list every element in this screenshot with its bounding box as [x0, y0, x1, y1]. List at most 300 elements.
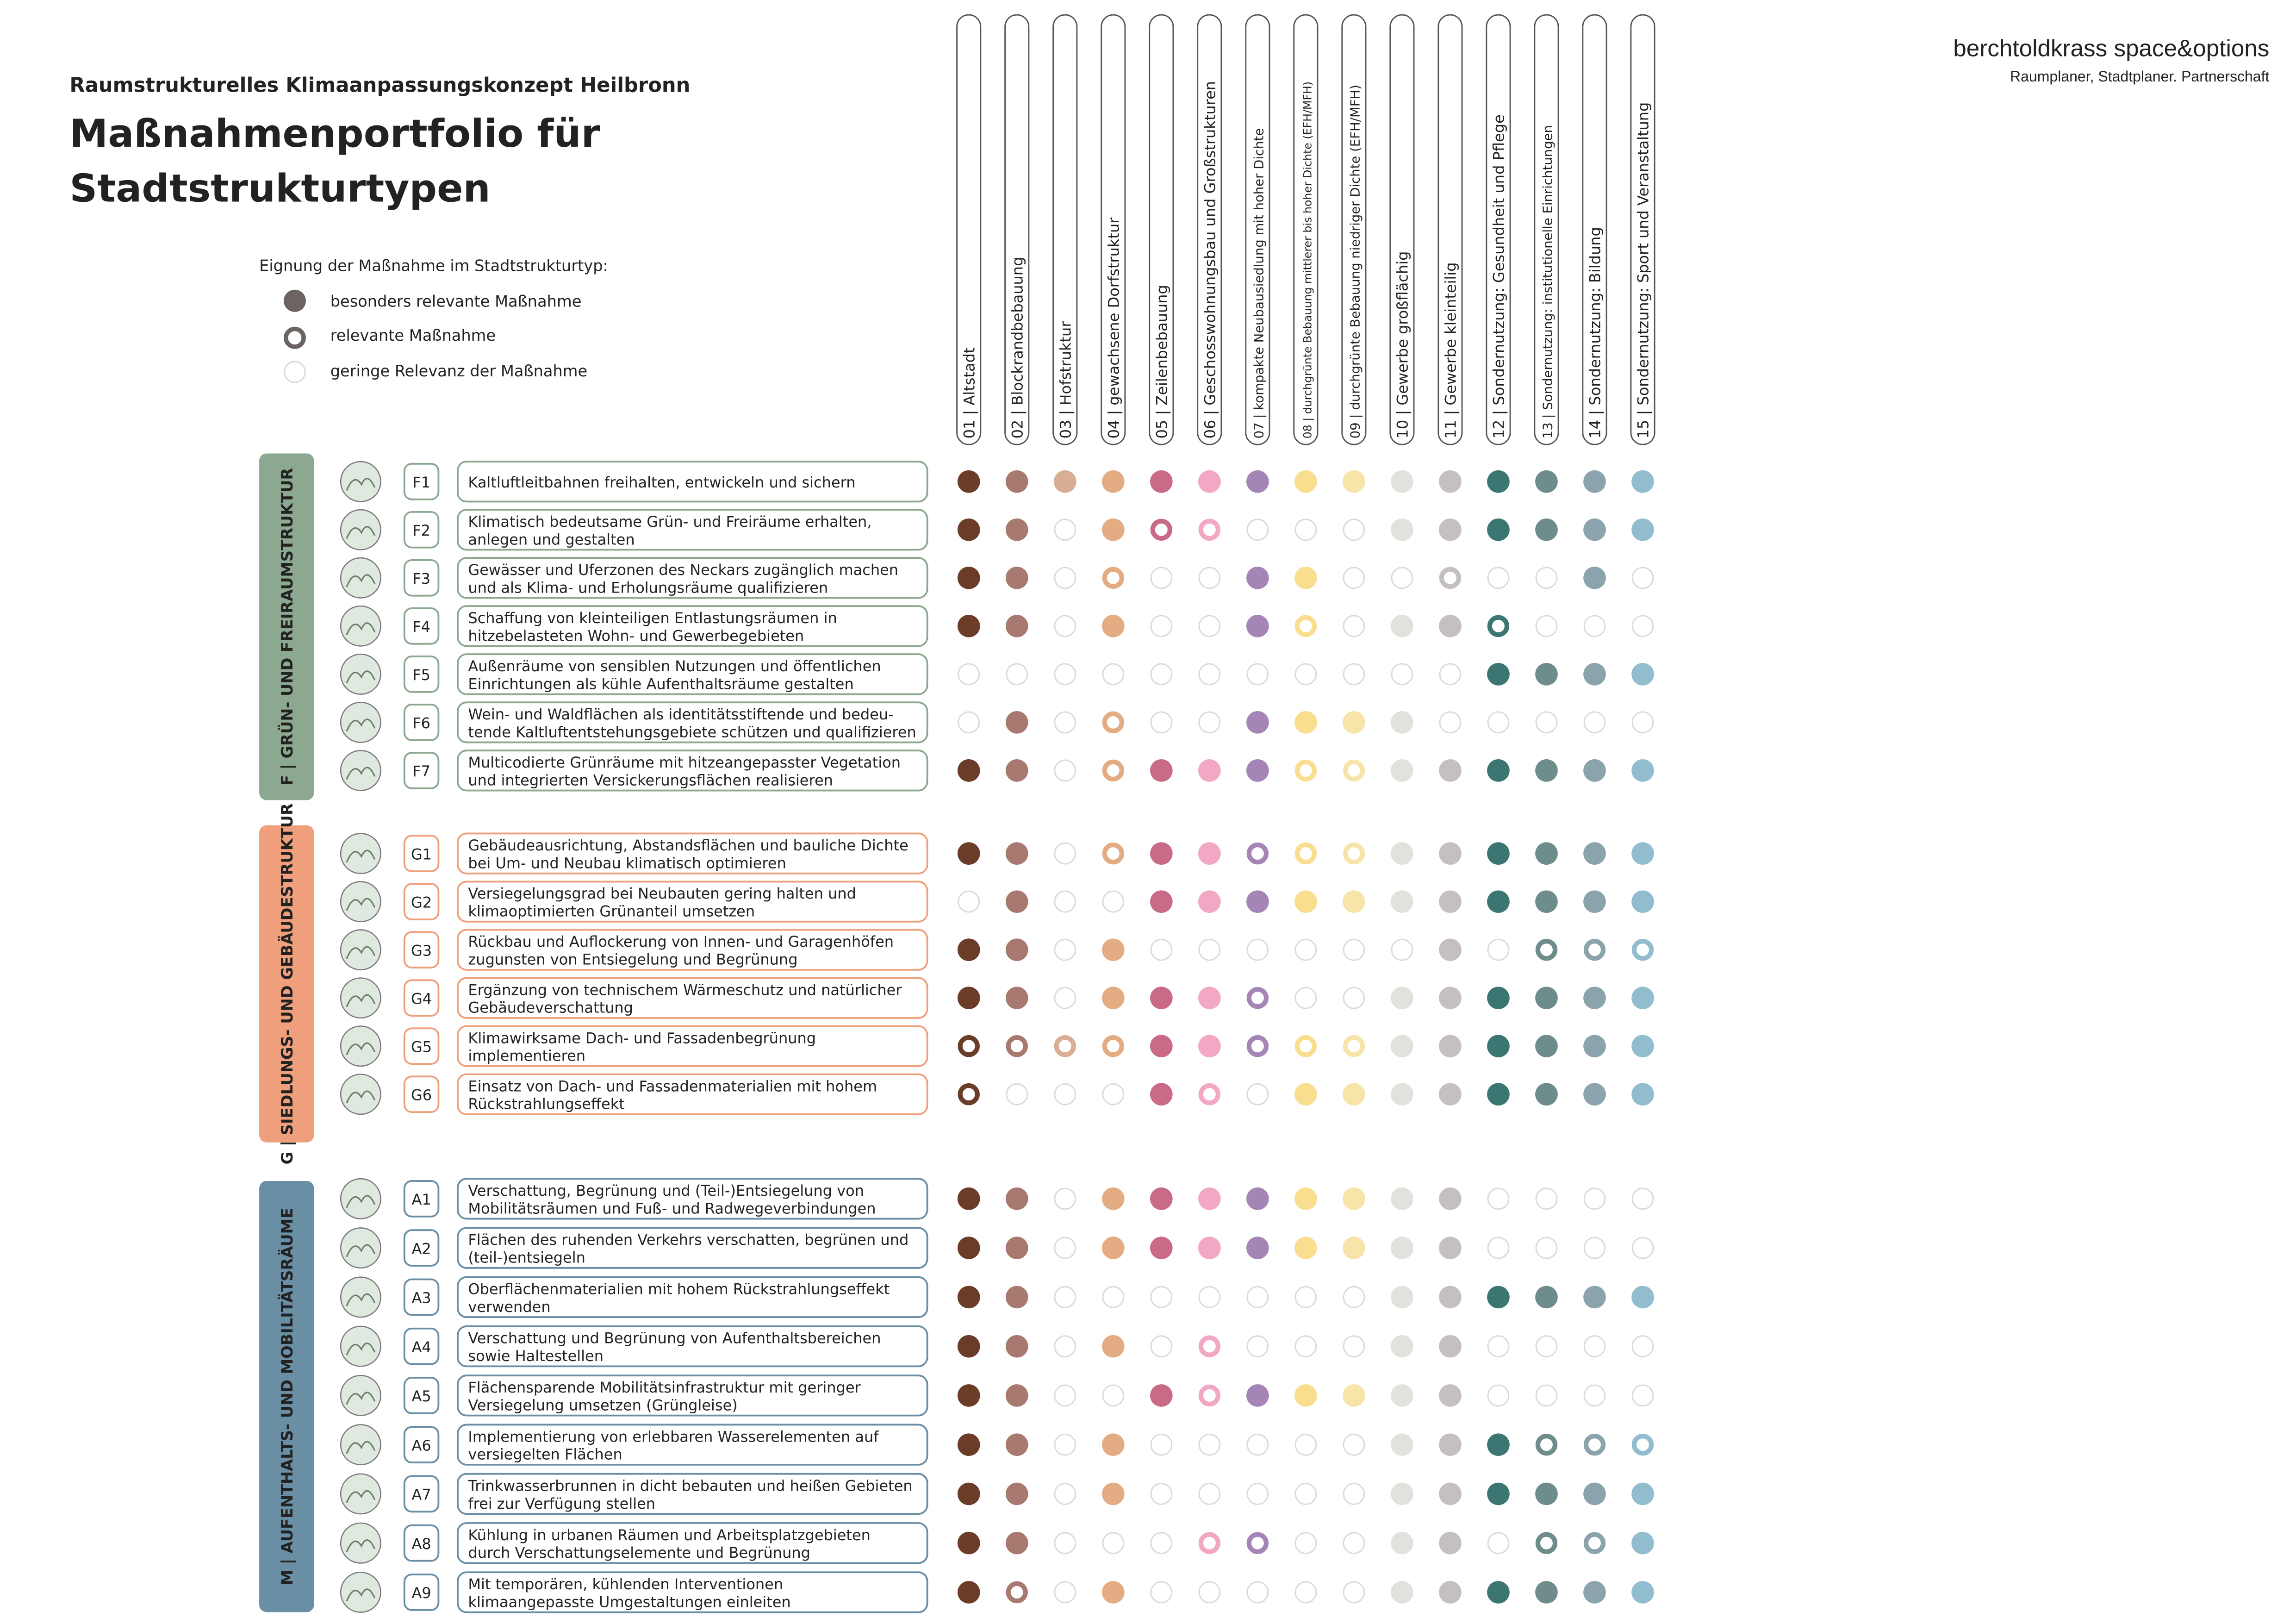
relevance-dot-low	[1632, 616, 1653, 637]
measure-illustration-icon	[341, 930, 380, 969]
relevance-dot-low	[1584, 1385, 1605, 1406]
measure-code: F4	[412, 618, 430, 636]
relevance-dot-high	[1343, 1083, 1365, 1106]
relevance-dot-high	[1102, 1187, 1125, 1210]
measure-description-line1: Ergänzung von technischem Wärmeschutz und natürlicher	[468, 981, 902, 999]
relevance-dot-medium	[1345, 845, 1363, 862]
relevance-dot-low	[1488, 1188, 1509, 1209]
relevance-dot-high	[1246, 1384, 1269, 1407]
relevance-dot-low	[1199, 1434, 1220, 1455]
relevance-dot-high	[1246, 1237, 1269, 1259]
relevance-dot-medium	[1297, 762, 1314, 779]
relevance-dot-low	[1344, 616, 1364, 637]
measure-description-line1: Trinkwasserbrunnen in dicht bebauten und heißen Gebieten	[468, 1477, 913, 1495]
measure-description-line2: klimaoptimierten Grünanteil umsetzen	[468, 902, 755, 920]
measure-row	[341, 1572, 1654, 1612]
relevance-dot-low	[1055, 1237, 1076, 1258]
relevance-dot-high	[1102, 1483, 1125, 1505]
relevance-dot-high	[1006, 1187, 1028, 1210]
measure-illustration-icon	[341, 750, 380, 790]
relevance-dot-low	[1344, 1336, 1364, 1357]
relevance-dot-high	[1583, 1581, 1606, 1604]
measure-illustration-icon	[341, 702, 380, 742]
relevance-dot-high	[1343, 1187, 1365, 1210]
relevance-dot-high	[1102, 470, 1125, 493]
measure-description-line2: versiegelten Flächen	[468, 1445, 622, 1463]
measure-code: A6	[411, 1437, 431, 1455]
relevance-dot-low	[1055, 1287, 1076, 1307]
relevance-dot-high	[1246, 470, 1269, 493]
measure-description-line2: Versiegelung umsetzen (Grüngleise)	[468, 1396, 738, 1414]
relevance-dot-high	[958, 759, 980, 782]
relevance-dot-high	[1439, 615, 1462, 637]
relevance-dot-high	[1583, 1286, 1606, 1309]
relevance-dot-high	[1150, 1237, 1173, 1259]
relevance-dot-low	[1199, 664, 1220, 685]
relevance-dot-low	[958, 664, 979, 685]
relevance-dot-high	[1150, 759, 1173, 782]
measure-code: G5	[411, 1038, 432, 1056]
group-label: M | AUFENTHALTS- UND MOBILITÄTSRÄUME	[278, 1208, 297, 1586]
measure-code: G4	[411, 990, 432, 1008]
measure-code: F2	[412, 522, 430, 540]
relevance-dot-low	[1488, 568, 1509, 588]
relevance-dot-medium	[1057, 1037, 1074, 1055]
measure-description-line1: Kühlung in urbanen Räumen und Arbeitsplatzgebieten	[468, 1526, 871, 1544]
measure-description-line1: Einsatz von Dach- und Fassadenmaterialien mit hohem	[468, 1077, 877, 1095]
relevance-dot-high	[1150, 1083, 1173, 1106]
measure-description-line2: bei Um- und Neubau klimatisch optimieren	[468, 854, 786, 872]
relevance-dot-high	[1391, 470, 1413, 493]
relevance-dot-high	[1006, 759, 1028, 782]
relevance-dot-low	[1295, 519, 1316, 540]
relevance-dot-low	[1055, 1385, 1076, 1406]
measure-description-line2: Gebäudeverschattung	[468, 999, 633, 1017]
relevance-dot-high	[1631, 1581, 1654, 1604]
relevance-dot-high	[1439, 1532, 1462, 1555]
relevance-dot-low	[1055, 843, 1076, 864]
relevance-dot-low	[1007, 1084, 1027, 1105]
relevance-dot-high	[1391, 615, 1413, 637]
measure-description-line1: Verschattung, Begrünung und (Teil-)Entsiegelung von	[468, 1181, 865, 1199]
relevance-dot-high	[1294, 1083, 1317, 1106]
relevance-dot-low	[1199, 1582, 1220, 1603]
relevance-dot-high	[1535, 1483, 1558, 1505]
relevance-dot-high	[1631, 842, 1654, 865]
relevance-dot-low	[1103, 1287, 1124, 1307]
relevance-dot-high	[1439, 518, 1462, 541]
relevance-dot-high	[1006, 615, 1028, 637]
measure-row	[341, 833, 1654, 873]
measure-description-line2: Einrichtungen als kühle Aufenthaltsräume gestalten	[468, 675, 854, 693]
measure-row	[341, 1424, 1651, 1464]
relevance-dot-medium	[1249, 1535, 1266, 1552]
relevance-dot-high	[1439, 987, 1462, 1009]
column-header-label: 10 | Gewerbe großflächig	[1394, 251, 1412, 439]
relevance-dot-high	[1439, 1187, 1462, 1210]
relevance-dot-high	[1535, 1035, 1558, 1057]
measure-description-line2: zugunsten von Entsiegelung und Begrünung	[468, 950, 798, 968]
relevance-dot-low	[1247, 1336, 1268, 1357]
measure-row	[341, 462, 1654, 501]
relevance-dot-high	[1583, 759, 1606, 782]
relevance-dot-high	[1439, 1237, 1462, 1259]
column-header-label: 15 | Sondernutzung: Sport und Veranstaltung	[1634, 102, 1652, 439]
measure-illustration-icon	[341, 978, 380, 1018]
relevance-dot-low	[1344, 939, 1364, 960]
relevance-dot-low	[1632, 1385, 1653, 1406]
relevance-dot-high	[958, 615, 980, 637]
relevance-dot-low	[1151, 616, 1172, 637]
measure-code: A7	[411, 1486, 431, 1504]
relevance-dot-high	[1294, 1384, 1317, 1407]
relevance-dot-medium	[1442, 569, 1459, 587]
measure-description-line1: Flächensparende Mobilitätsinfrastruktur mit geringer	[468, 1379, 861, 1397]
measure-illustration-icon	[341, 606, 380, 646]
relevance-dot-medium	[1105, 714, 1122, 731]
relevance-dot-high	[1487, 470, 1510, 493]
measure-row	[341, 1375, 1653, 1415]
measure-description-line1: Verschattung und Begrünung von Aufenthaltsbereichen	[468, 1329, 881, 1347]
relevance-dot-high	[1535, 842, 1558, 865]
measure-description-line1: Gebäudeausrichtung, Abstandsflächen und bauliche Dichte	[468, 837, 908, 855]
relevance-dot-low	[1199, 712, 1220, 733]
relevance-dot-high	[1487, 1581, 1510, 1604]
measure-illustration-icon	[341, 1026, 380, 1066]
relevance-dot-low	[1344, 664, 1364, 685]
relevance-dot-high	[1294, 1237, 1317, 1259]
relevance-dot-medium	[1008, 1584, 1026, 1601]
relevance-dot-high	[1535, 470, 1558, 493]
relevance-dot-high	[1439, 759, 1462, 782]
page-title-line2: Stadtstrukturtypen	[69, 166, 491, 211]
relevance-dot-low	[1488, 939, 1509, 960]
relevance-dot-high	[1391, 987, 1413, 1009]
relevance-dot-low	[1247, 1434, 1268, 1455]
measure-description-line2: sowie Haltestellen	[468, 1347, 604, 1365]
relevance-dot-low	[1632, 1237, 1653, 1258]
column-header-label: 13 | Sondernutzung: institutionelle Einrichtungen	[1540, 125, 1556, 439]
measure-row	[341, 606, 1653, 646]
measure-row	[341, 881, 1654, 921]
relevance-dot-low	[1344, 1484, 1364, 1505]
relevance-dot-high	[1391, 1433, 1413, 1456]
group-label: G | SIEDLUNGS- UND GEBÄUDESTRUKTUR	[278, 803, 297, 1165]
relevance-dot-low	[1055, 1582, 1076, 1603]
relevance-dot-medium	[1105, 1037, 1122, 1055]
relevance-dot-high	[1487, 987, 1510, 1009]
legend-item-full: besonders relevante Maßnahme	[330, 292, 582, 311]
column-header-label: 11 | Gewerbe kleinteilig	[1442, 262, 1460, 439]
relevance-dot-high	[1487, 759, 1510, 782]
measure-row	[341, 1277, 1654, 1317]
measure-row	[341, 750, 1654, 790]
measure-illustration-icon	[341, 1277, 380, 1317]
relevance-dot-low	[1247, 519, 1268, 540]
relevance-dot-low	[1151, 1484, 1172, 1505]
relevance-dot-low	[1295, 939, 1316, 960]
measure-illustration-icon	[341, 558, 380, 598]
measure-illustration-icon	[341, 1228, 380, 1268]
relevance-dot-high	[1535, 987, 1558, 1009]
relevance-dot-low	[1344, 987, 1364, 1008]
measure-illustration-icon	[341, 654, 380, 694]
relevance-dot-medium	[1345, 762, 1363, 779]
relevance-dot-high	[1198, 890, 1221, 913]
legend-item-ring: relevante Maßnahme	[330, 326, 496, 345]
relevance-dot-high	[1102, 1237, 1125, 1259]
measure-illustration-icon	[341, 1572, 380, 1612]
relevance-dot-low	[1247, 1582, 1268, 1603]
relevance-dot-low	[1295, 1582, 1316, 1603]
relevance-dot-high	[1198, 470, 1221, 493]
measure-code: A3	[411, 1289, 431, 1307]
column-header-label: 12 | Sondernutzung: Gesundheit und Pflege	[1490, 114, 1508, 439]
relevance-dot-low	[1055, 1533, 1076, 1554]
relevance-dot-high	[1198, 1237, 1221, 1259]
relevance-dot-low	[1103, 664, 1124, 685]
relevance-dot-high	[1439, 1083, 1462, 1106]
measure-illustration-icon	[341, 510, 380, 550]
relevance-dot-high	[1150, 470, 1173, 493]
measure-description-line1: Multicodierte Grünräume mit hitzeangepasster Vegetation	[468, 753, 901, 771]
relevance-dot-high	[1006, 842, 1028, 865]
relevance-dot-high	[1535, 1083, 1558, 1106]
relevance-dot-high	[1631, 1483, 1654, 1505]
relevance-dot-low	[1247, 1484, 1268, 1505]
relevance-dot-low	[1295, 1533, 1316, 1554]
relevance-dot-high	[1535, 1581, 1558, 1604]
relevance-dot-high	[1439, 890, 1462, 913]
relevance-dot-low	[1151, 1533, 1172, 1554]
relevance-dot-low	[1488, 1385, 1509, 1406]
relevance-dot-low	[1151, 664, 1172, 685]
relevance-dot-low	[1103, 891, 1124, 912]
relevance-dot-low	[1344, 568, 1364, 588]
measure-row	[341, 1074, 1654, 1114]
measure-code: F5	[412, 666, 430, 684]
relevance-dot-high	[1294, 890, 1317, 913]
measure-description-line1: Außenräume von sensiblen Nutzungen und öffentlichen	[468, 657, 881, 675]
relevance-dot-high	[1631, 1286, 1654, 1309]
measure-row	[341, 930, 1651, 969]
relevance-dot-high	[1631, 987, 1654, 1009]
relevance-dot-low	[1199, 616, 1220, 637]
relevance-dot-high	[1198, 759, 1221, 782]
relevance-dot-medium	[1201, 521, 1218, 538]
relevance-dot-low	[1103, 1084, 1124, 1105]
relevance-dot-high	[958, 1532, 980, 1555]
relevance-dot-high	[1439, 1286, 1462, 1309]
relevance-dot-low	[1632, 712, 1653, 733]
relevance-dot-high	[1439, 1581, 1462, 1604]
measure-row	[341, 978, 1654, 1018]
page-title-line1: Maßnahmenportfolio für	[69, 111, 600, 156]
relevance-dot-high	[1054, 470, 1076, 493]
relevance-dot-medium	[1297, 618, 1314, 635]
relevance-dot-high	[1150, 1035, 1173, 1057]
relevance-dot-high	[1631, 1083, 1654, 1106]
relevance-dot-high	[1583, 567, 1606, 589]
measure-description-line1: Mit temporären, kühlenden Interventionen	[468, 1575, 784, 1593]
measure-row	[341, 510, 1654, 550]
relevance-dot-low	[1488, 712, 1509, 733]
relevance-dot-low	[1295, 664, 1316, 685]
relevance-dot-medium	[1201, 1387, 1218, 1404]
relevance-dot-low	[958, 712, 979, 733]
relevance-dot-high	[1487, 842, 1510, 865]
legend-item-empty: geringe Relevanz der Maßnahme	[330, 362, 588, 381]
relevance-dot-low	[1151, 939, 1172, 960]
measure-group	[259, 803, 1654, 1164]
relevance-dot-medium	[1249, 1037, 1266, 1055]
relevance-dot-medium	[1249, 845, 1266, 862]
measure-code: F3	[412, 570, 430, 588]
relevance-dot-low	[1295, 1287, 1316, 1307]
relevance-dot-high	[1294, 711, 1317, 734]
relevance-dot-high	[1006, 938, 1028, 961]
measure-code: F7	[412, 762, 430, 781]
relevance-dot-high	[958, 567, 980, 589]
relevance-dot-low	[1632, 1188, 1653, 1209]
relevance-dot-medium	[1634, 941, 1651, 958]
measure-description-line2: hitzebelasteten Wohn- und Gewerbegebieten	[468, 627, 804, 645]
measure-row	[341, 1523, 1654, 1563]
column-header-label: 14 | Sondernutzung: Bildung	[1586, 227, 1604, 439]
relevance-dot-low	[1055, 568, 1076, 588]
relevance-dot-medium	[1008, 1037, 1026, 1055]
relevance-dot-low	[1536, 568, 1557, 588]
relevance-dot-low	[1151, 1434, 1172, 1455]
measure-code: G1	[411, 845, 432, 863]
measure-description-line2: anlegen und gestalten	[468, 531, 635, 549]
relevance-dot-high	[958, 1433, 980, 1456]
relevance-dot-high	[1391, 1237, 1413, 1259]
relevance-dot-high	[1102, 938, 1125, 961]
relevance-dot-high	[1102, 1581, 1125, 1604]
relevance-dot-low	[1103, 1385, 1124, 1406]
relevance-dot-high	[1391, 1035, 1413, 1057]
measure-description-line1: Implementierung von erlebbaren Wasserelementen auf	[468, 1428, 879, 1446]
relevance-dot-low	[1440, 664, 1461, 685]
relevance-dot-low	[1488, 1533, 1509, 1554]
relevance-dot-high	[1006, 987, 1028, 1009]
column-header-label: 07 | kompakte Neubausiedlung mit hoher Dichte	[1251, 128, 1267, 439]
relevance-dot-low	[1055, 1084, 1076, 1105]
relevance-dot-high	[1102, 1335, 1125, 1358]
relevance-dot-high	[1246, 615, 1269, 637]
relevance-dot-low	[1007, 664, 1027, 685]
relevance-dot-high	[1487, 663, 1510, 686]
relevance-dot-medium	[1538, 1535, 1555, 1552]
measure-description-line2: verwenden	[468, 1298, 551, 1316]
relevance-dot-low	[1584, 1336, 1605, 1357]
relevance-dot-low	[1344, 1582, 1364, 1603]
relevance-dot-high	[1150, 1384, 1173, 1407]
relevance-dot-low	[1247, 1287, 1268, 1307]
relevance-dot-high	[1583, 842, 1606, 865]
measure-row	[341, 1326, 1653, 1366]
measure-code: A5	[411, 1387, 431, 1405]
relevance-dot-low	[1344, 1533, 1364, 1554]
relevance-dot-high	[1391, 759, 1413, 782]
relevance-dot-high	[958, 518, 980, 541]
relevance-dot-low	[1199, 568, 1220, 588]
relevance-dot-low	[1247, 1084, 1268, 1105]
relevance-dot-high	[958, 987, 980, 1009]
relevance-dot-high	[1439, 1483, 1462, 1505]
relevance-dot-medium	[1201, 1086, 1218, 1103]
column-header-label: 05 | Zeilenbebauung	[1153, 285, 1171, 439]
relevance-dot-high	[1006, 1532, 1028, 1555]
relevance-dot-medium	[1538, 1436, 1555, 1453]
measure-description-line2: und integrierten Versickerungsflächen realisieren	[468, 771, 833, 789]
relevance-dot-high	[1439, 1384, 1462, 1407]
relevance-dot-high	[1391, 518, 1413, 541]
column-header-label: 09 | durchgrünte Bebauung niedriger Dichte (EFH/MFH)	[1348, 85, 1363, 439]
relevance-dot-low	[1295, 987, 1316, 1008]
relevance-dot-low	[1536, 712, 1557, 733]
measure-description-line2: (teil-)entsiegeln	[468, 1249, 585, 1267]
relevance-dot-high	[1006, 1237, 1028, 1259]
relevance-dot-medium	[1297, 1037, 1314, 1055]
relevance-dot-low	[1632, 1336, 1653, 1357]
relevance-dot-low	[1055, 712, 1076, 733]
relevance-dot-high	[1439, 938, 1462, 961]
relevance-dot-high	[1487, 1083, 1510, 1106]
legend-empty-icon	[285, 362, 305, 382]
relevance-dot-high	[1487, 1035, 1510, 1057]
relevance-dot-low	[1295, 1484, 1316, 1505]
relevance-dot-low	[1536, 616, 1557, 637]
measure-description-line1: Oberflächenmaterialien mit hohem Rückstrahlungseffekt	[468, 1280, 890, 1298]
column-header-label: 04 | gewachsene Dorfstruktur	[1105, 217, 1123, 439]
relevance-dot-high	[1535, 890, 1558, 913]
relevance-dot-high	[1246, 567, 1269, 589]
measure-groups	[259, 453, 1654, 1612]
measure-description-line2: klimaangepasste Umgestaltungen einleiten	[468, 1593, 791, 1611]
relevance-dot-high	[1631, 470, 1654, 493]
relevance-dot-high	[1487, 1483, 1510, 1505]
relevance-dot-medium	[1201, 1535, 1218, 1552]
relevance-dot-low	[1295, 1336, 1316, 1357]
relevance-dot-high	[1439, 842, 1462, 865]
relevance-dot-low	[1295, 1434, 1316, 1455]
relevance-dot-high	[1006, 711, 1028, 734]
relevance-dot-high	[1583, 1035, 1606, 1057]
relevance-dot-low	[1536, 1237, 1557, 1258]
measure-illustration-icon	[341, 1424, 380, 1464]
column-header-label: 06 | Geschosswohnungsbau und Großstrukturen	[1201, 81, 1219, 439]
relevance-dot-low	[1055, 939, 1076, 960]
measure-description-line1: Wein- und Waldflächen als identitätsstiftende und bedeu-	[468, 705, 894, 723]
relevance-dot-high	[1487, 890, 1510, 913]
measure-row	[341, 558, 1653, 598]
measure-code: A1	[411, 1191, 431, 1209]
relevance-dot-low	[958, 891, 979, 912]
relevance-dot-low	[1247, 939, 1268, 960]
measure-illustration-icon	[341, 1523, 380, 1563]
relevance-dot-medium	[960, 1037, 977, 1055]
relevance-dot-high	[1631, 1532, 1654, 1555]
relevance-dot-medium	[1586, 1436, 1603, 1453]
relevance-dot-medium	[1490, 618, 1507, 635]
relevance-dot-high	[1487, 1286, 1510, 1309]
relevance-dot-low	[1584, 1237, 1605, 1258]
relevance-dot-high	[958, 1483, 980, 1505]
relevance-dot-medium	[1153, 521, 1170, 538]
relevance-dot-high	[1150, 890, 1173, 913]
